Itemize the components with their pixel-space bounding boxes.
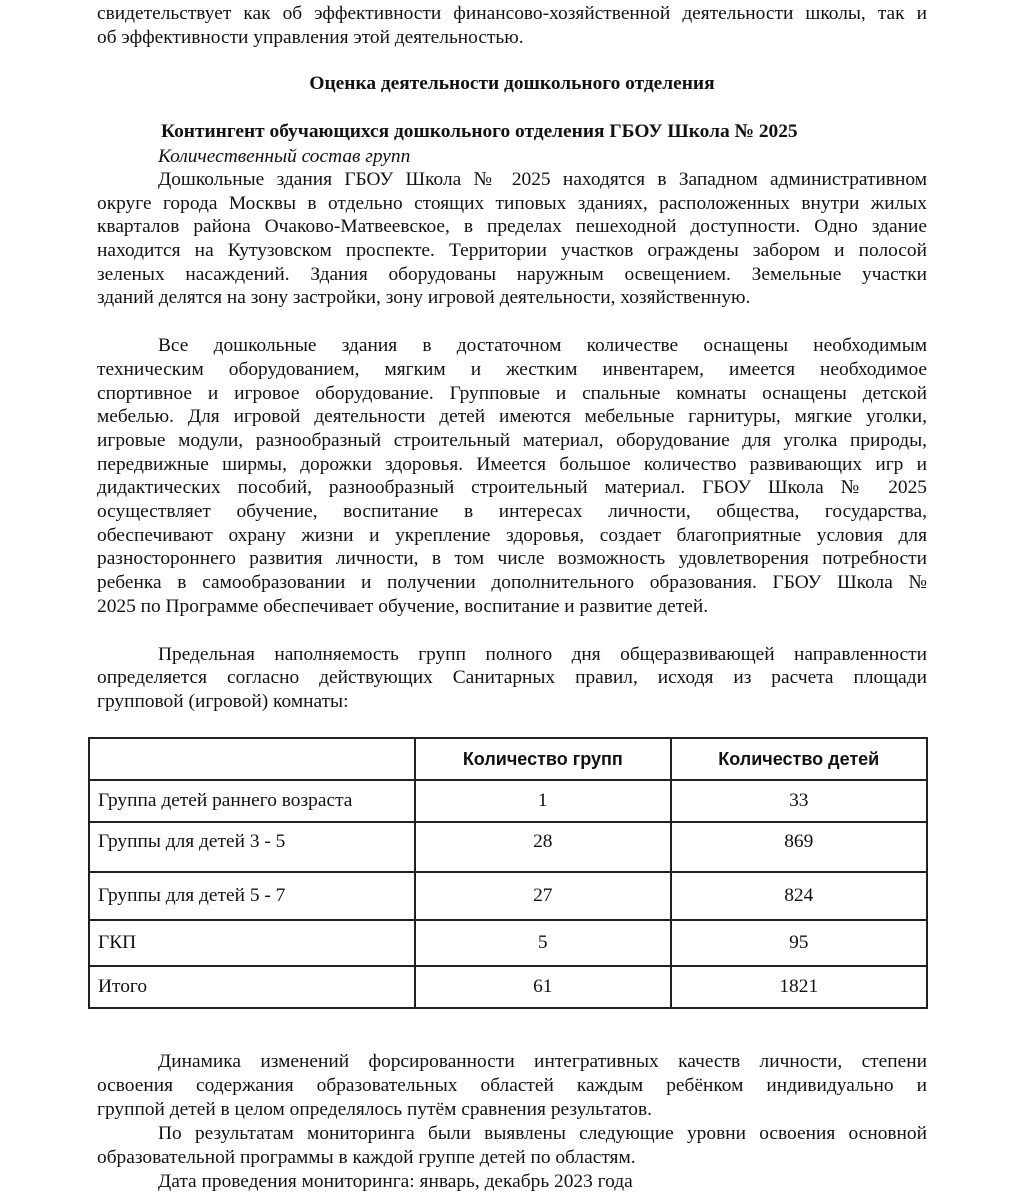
paragraph-line: определяется согласно действующих Санитарных правил, исходя из расчета площади bbox=[97, 667, 927, 688]
table-row bbox=[89, 872, 927, 920]
table-cell: 28 bbox=[415, 822, 670, 872]
table-cell: Итого bbox=[89, 966, 415, 1008]
table-row bbox=[89, 780, 927, 822]
paragraph-line: обеспечивают охрану жизни и укрепление здоровья, создает благоприятные условия для bbox=[97, 525, 927, 546]
paragraph-line: 2025 по Программе обеспечивает обучение, воспитание и развитие детей. bbox=[97, 596, 709, 617]
paragraph-line: Предельная наполняемость групп полного дня общеразвивающей направленности bbox=[158, 644, 927, 665]
paragraph-line: разностороннего развития личности, в том числе возможность удовлетворения потребности bbox=[97, 548, 927, 569]
intro-line: об эффективности управления этой деятельностью. bbox=[97, 27, 524, 48]
paragraph-line: передвижные ширмы, дорожки здоровья. Имеется большое количество развивающих игр и bbox=[97, 454, 927, 475]
table-cell: 33 bbox=[671, 780, 927, 822]
paragraph-line: дидактических пособий, разнообразный строительный материал. ГБОУ Школа № 2025 bbox=[97, 477, 927, 498]
table-cell: 1821 bbox=[671, 966, 927, 1008]
paragraph-line: кварталов района Очаково-Матвеевское, в пределах пешеходной доступности. Одно здание bbox=[97, 216, 927, 237]
paragraph-line: Дошкольные здания ГБОУ Школа № 2025 находятся в Западном административном bbox=[158, 169, 927, 190]
table-header-row bbox=[89, 738, 927, 780]
table-cell: Группы для детей 3 - 5 bbox=[89, 822, 415, 872]
paragraph-line: Все дошкольные здания в достаточном количестве оснащены необходимым bbox=[158, 335, 927, 356]
table-header-cell: Количество групп bbox=[415, 738, 670, 780]
table-cell: 869 bbox=[671, 822, 927, 872]
paragraph-line: По результатам мониторинга были выявлены следующие уровни освоения основной bbox=[158, 1123, 927, 1144]
paragraph-line: Дата проведения мониторинга: январь, декабрь 2023 года bbox=[158, 1171, 633, 1192]
paragraph-line: осуществляет обучение, воспитание в интересах личности, общества, государства, bbox=[97, 501, 927, 522]
table-cell: 5 bbox=[415, 920, 670, 966]
subsection-title: Контингент обучающихся дошкольного отделения ГБОУ Школа № 2025 bbox=[161, 121, 798, 142]
table-cell: 824 bbox=[671, 872, 927, 920]
table-cell: 1 bbox=[415, 780, 670, 822]
table-row bbox=[89, 920, 927, 966]
paragraph-line: освоения содержания образовательных областей каждым ребёнком индивидуально и bbox=[97, 1075, 927, 1096]
paragraph-line: зданий делятся на зону застройки, зону игровой деятельности, хозяйственную. bbox=[97, 287, 751, 308]
paragraph-line: спортивное и игровое оборудование. Групповые и спальные комнаты оснащены детской bbox=[97, 383, 927, 404]
table-cell: 27 bbox=[415, 872, 670, 920]
section-title: Оценка деятельности дошкольного отделения bbox=[309, 73, 715, 94]
table-cell: Группа детей раннего возраста bbox=[89, 780, 415, 822]
paragraph-line: техническим оборудованием, мягким и жестким инвентарем, имеется необходимое bbox=[97, 359, 927, 380]
paragraph-line: групповой (игровой) комнаты: bbox=[97, 691, 349, 712]
paragraph-line: находится на Кутузовском проспекте. Территории участков ограждены забором и полосой bbox=[97, 240, 927, 261]
intro-line: свидетельствует как об эффективности финансово-хозяйственной деятельности школы, так и bbox=[97, 3, 927, 24]
paragraph-line: округе города Москвы в отдельно стоящих типовых зданиях, расположенных внутри жилых bbox=[97, 193, 927, 214]
table-row bbox=[89, 966, 927, 1008]
paragraph-line: мебелью. Для игровой деятельности детей имеются мебельные гарнитуры, мягкие уголки, bbox=[97, 406, 927, 427]
paragraph-line: ребенка в самообразовании и получении дополнительного образования. ГБОУ Школа № bbox=[97, 572, 927, 593]
table-cell: 61 bbox=[415, 966, 670, 1008]
paragraph-line: группой детей в целом определялось путём сравнения результатов. bbox=[97, 1099, 652, 1120]
paragraph-line: образовательной программы в каждой группе детей по областям. bbox=[97, 1147, 636, 1168]
paragraph-line: Динамика изменений форсированности интегративных качеств личности, степени bbox=[158, 1051, 927, 1072]
table-cell: Группы для детей 5 - 7 bbox=[89, 872, 415, 920]
paragraph-line: игровые модули, разнообразный строительный материал, оборудование для уголка природы, bbox=[97, 430, 927, 451]
table-header-cell bbox=[89, 738, 415, 780]
table-header-cell: Количество детей bbox=[671, 738, 927, 780]
italic-caption: Количественный состав групп bbox=[158, 146, 411, 167]
table-cell: 95 bbox=[671, 920, 927, 966]
table-cell: ГКП bbox=[89, 920, 415, 966]
table-row bbox=[89, 822, 927, 872]
paragraph-line: зеленых насаждений. Здания оборудованы наружным освещением. Земельные участки bbox=[97, 264, 927, 285]
groups-table bbox=[88, 737, 928, 1009]
